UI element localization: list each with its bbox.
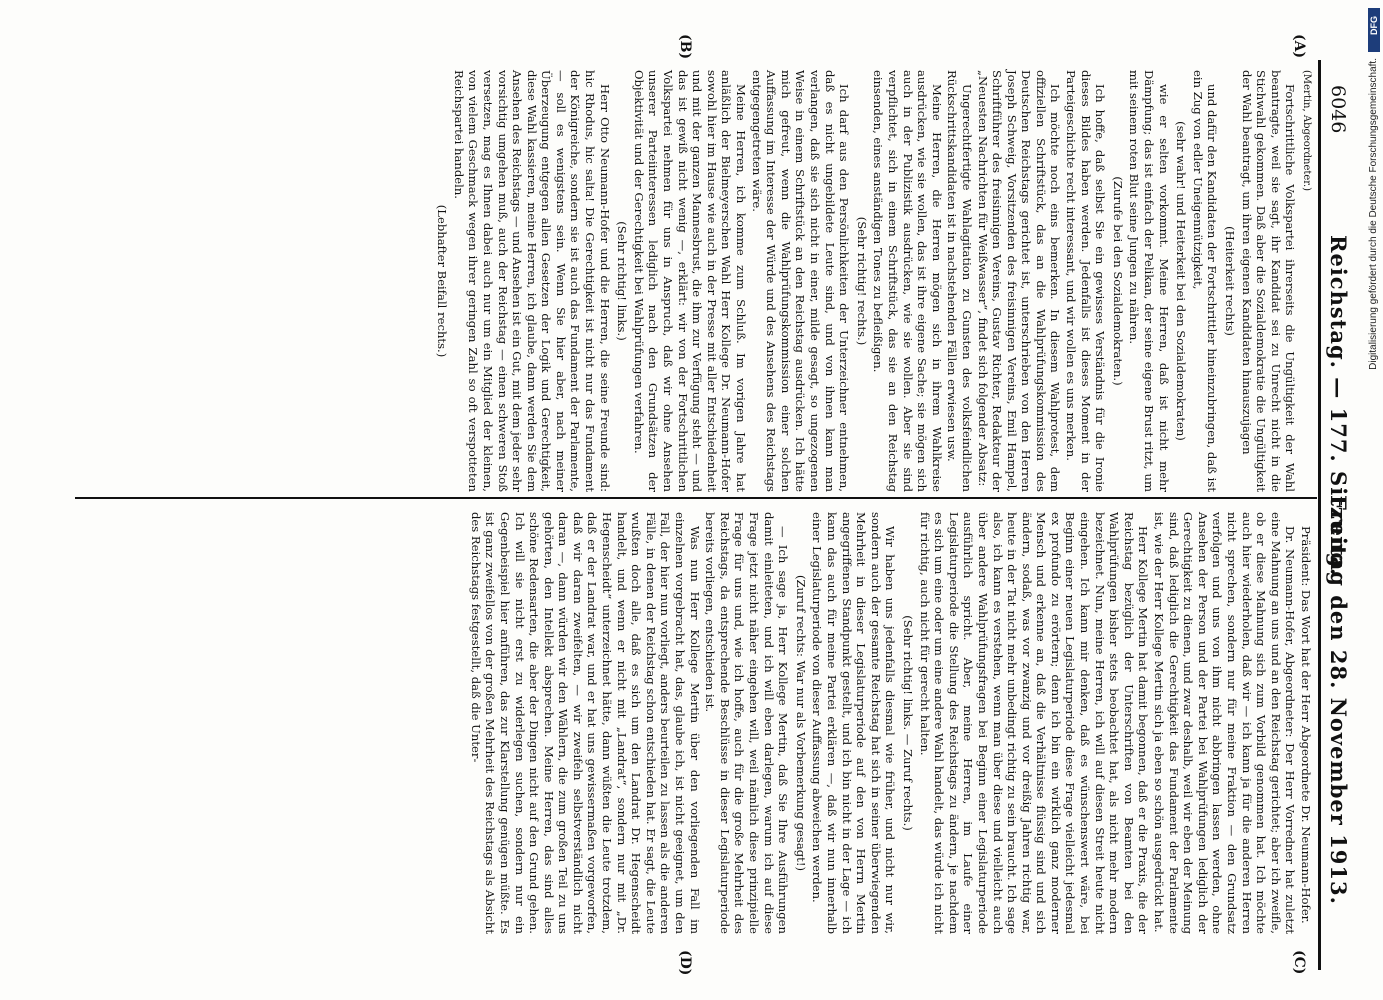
paragraph: Fortschrittliche Volkspartei ihrerseits die Ungültigkeit der Wahl beantragte, weil sie sagt, ihr Kandidat sei zu Unrecht nicht in die Stichwahl gekommen. Daß aber die Sozialdemokratie die Ungültigkeit der Wahl beantragt, um ihren eigenen Kandidaten hinauszujagen: [1239, 70, 1298, 492]
paragraph: — Ich sage ja, Herr Kollege Mertin, daß Sie Ihre Ausführungen damit einleiteten, und ich will eben darlegen, warum ich auf diese Frage jetzt nicht näher eingehen will, weil nämlich diese prinzipielle Frage für uns und, wie ich hoffe, auch für die große Mehrheit des Reichstags, da entsprechende Beschlüsse in dieser Legislaturperiode bereits vorliegen, entschieden ist.: [703, 512, 791, 934]
margin-marker-b: (B): [677, 34, 693, 60]
paragraph: Wir haben uns jedenfalls diesmal wie früher, und nicht nur wir, sondern auch der gesamte Reichstag hat sich in seiner überwiegenden Mehrheit in dieser Legislaturperiode auf den von Herrn Mertin angegriffenen Standpunkt gestellt, und ich bin nicht in der Lage — ich kann das auch für meine Partei erklären —, daß wir nun innerhalb einer Legislaturperiode von dieser Auffassung abweichen werden.: [810, 512, 898, 934]
paragraph: wie er selten vorkommt. Meine Herren, daß ist nicht mehr Dämpfung; das ist einfach der Pelikan, der seine eigene Brust ritzt, um mit seinem roten Blut seine Jungen zu nähren.: [1127, 70, 1171, 492]
dfg-logo: [1368, 8, 1380, 52]
paragraph: Ich darf aus den Persönlichkeiten der Unterzeichner entnehmen, daß es nicht ungebildete Leute sind, und von ihnen kann man verlangen, daß sie sich nicht in einer, milde gesagt, so ungezogenen Weise in einem Schriftstück an den Reichstag ausdrücken. Ich hätte mich gefreut, wenn die Wahlprüfungskommission einer solchen Auffassung im Interesse der Würde und des Ansehens des Reichstags entgegengetreten wäre.: [749, 70, 852, 492]
dfg-logo-text: DFG: [1369, 16, 1379, 35]
right-column: [467, 512, 1313, 934]
interjection: (sehr wahr! und Heiterkeit bei den Sozialdemokraten): [1174, 121, 1189, 441]
interjection: (Zuruf rechts: War nur als Vorbemerkung gesagt!): [793, 574, 808, 872]
interjection: (Sehr richtig! rechts.): [854, 216, 869, 346]
interjection: (Zurufe bei den Sozialdemokraten.): [1110, 176, 1125, 386]
left-column: [432, 70, 1313, 492]
paragraph: Ich hoffe, daß selbst Sie ein gewisses Verständnis für die Ironie dieses Bildes haben werden. Jedenfalls ist dieses Moment in der Parteigeschichte recht interessant, und wir wollen es uns merken.: [1064, 70, 1108, 492]
paragraph: Was nun Herr Kollege Mertin über den vorliegenden Fall im einzelnen vorgebracht hat, das, glaube ich, ist nicht geeignet, um den Fall, der hier nun vorliegt, anders beurteilen zu lassen als die anderen Fälle, in denen der Reichstag schon entschieden hat. Er sagt, die Leute wußten doch alle, daß es sich um den Landrat Dr. Hegenscheidt handelt, und wenn er nicht mit „Landrat“, sondern nur mit „Dr. Hegenscheidt“ unterzeichnet hätte, dann wüßten die Leute trotzdem, daß er der Landrat war, und er hat uns gewissermaßen vorgeworfen, daß wir daran zweifelten, — wir zweifeln selbstverständlich nicht daran —, dann würden wir den Wählern, die zum großen Teil zu uns gehörten, den Intellekt absprechen. Meine Herren, das sind alles schöne Redensarten, die aber der Dingen nicht auf den Grund gehen. Ich will sie nicht erst zu widerlegen suchen, sondern nur ein Gegenbeispiel hier anführen, das zur Klarstellung genügen müßte. Es ist ganz zweifellos von der großen Mehrheit des Reichstags als Absicht des Reichstags festgestellt, daß die Unter-: [468, 512, 702, 934]
paragraph: Präsident: Das Wort hat der Herr Abgeordnete Dr. Neumann-Hofer.: [1299, 526, 1313, 924]
margin-marker-a: (A): [1291, 34, 1307, 59]
page-number: 6046: [1327, 85, 1349, 134]
paragraph: Ich möchte noch eins bemerken. In diesem Wahlprotest, dem offiziellen Schriftstück, das an die Wahlprüfungskommission des Deutschen Reichstags gerichtet ist, unterschrieben von den Herren Joseph Schweig, Vorsitzenden des freisinnigen Vereins, Emil Hampel, Schriftführer des freisinnigen Vereins, Gustav Richter, Redakteur der „Neuesten Nachrichten für Weißwasser“, findet sich folgender Absatz:: [975, 70, 1063, 492]
session-title: Reichstag. — 177. Sitzung.: [1326, 235, 1351, 577]
interjection: (Sehr richtig! links. — Zuruf rechts.): [900, 615, 915, 831]
paragraph: und dafür den Kandidaten der Fortschrittler hineinzubringen, daß ist ein Zug von edler Uneigennützigkeit,: [1190, 70, 1220, 492]
paragraph: Meine Herren, ich komme zum Schluß. Im vorigen Jahre hat anläßlich der Bielmeyerschen Wahl Herr Kollege Dr. Neumann-Hofer sowohl hier im Hause wie auch in der Presse mit aller Entschiedenheit und mit der ganzen Mannesbrust, die ihm zur Verfügung steht — und das ist gewiß nicht wenig —, erklärt: wir von der Fortschrittlichen Volkspartei nehmen für uns in Anspruch, daß wir ohne Ansehen unserer Parteiinteressen lediglich nach den Grundsätzen der Objektivität und der Gerechtigkeit bei Wahlprüfungen verfahren.: [631, 70, 749, 492]
interjection: (Heiterkeit rechts): [1223, 226, 1238, 336]
margin-marker-d: (D): [677, 950, 693, 976]
column-divider: [75, 497, 1317, 499]
paragraph: Herr Otto Neumann-Hofer und die Herren, die seine Freunde sind: hic Rhodus, hic salta! Die Gerechtigkeit ist nicht nur das Fundament der Königreiche, sondern sie ist auch das Fundament der Parlamente, — soll es wenigstens sein. Wenn Sie hier aber, nach meiner Überzeugung entgegen allen Gesetzen der Logik und Gerechtigkeit, diese Wahl kassieren, meine Herren, ich glaube, dann werden Sie dem Ansehen des Reichstags — und Ansehen ist ein Gut, mit dem jeder sehr vorsichtig umgehen muß, auch der Reichstag — einen schweren Stoß versetzen, mag es Ihnen dabei auch nur um ein Mitglied der kleinen, von vielem Geschmack wegen ihrer geringen Zahl so oft verspotteten Reichspartei handeln.: [451, 70, 612, 492]
digitization-note: Digitalisierung gefördert durch die Deutsche Forschungsgemeinschaft.: [1368, 58, 1379, 370]
paragraph: Ungerechtfertigte Wahlagitation zu Gunsten des volksfeindlichen Rückschrittskandidaten ist in nachstehenden Fällen erwiesen usw.: [945, 70, 974, 492]
interjection: (Sehr richtig! links.): [615, 221, 630, 341]
session-date: Freitag den 28. November 1913.: [1326, 495, 1351, 905]
paragraph: Herr Kollege Mertin hat damit begonnen, daß er die Praxis, die der Reichstag bezüglich der Unterschriften von Beamten bei den Wahlprüfungen bisher stets beobachtet hat, als nicht mehr modern bezeichnet. Nun, meine Herren, ich will auf diesen Streit heute nicht eingehen. Ich kann mir denken, daß es wünschenswert wäre, bei Beginn einer neuen Legislaturperiode diese Frage vielleicht jedesmal ex profundo zu erörtern; denn ich bin ein wirklich ganz moderner Mensch und erkenne an, daß die Verhältnisse flüssig sind und sich ändern, sodaß, was vor zwanzig und vor dreißig Jahren richtig war, heute in der Tat nicht mehr unbedingt richtig zu sein braucht. Ich sage also, ich kann es verstehen, wenn man über diese und vielleicht auch über andere Wahlprüfungsfragen bei Beginn einer Legislaturperiode ausführlich spricht. Aber, meine Herren, im Laufe einer Legislaturperiode die Stellung des Reichstags zu ändern, je nachdem es sich um eine oder um eine andere Wahl handelt, das würde ich nicht für richtig, auch nicht für gerecht halten.: [917, 512, 1151, 934]
paragraph: Meine Herren, die Herren mögen sich in ihrem Wahlkreise ausdrücken, wie sie wollen, das ist ihre eigene Sache; sie mögen sich auch in der Publizistik ausdrücken, wie sie wollen. Aber sie sind verpflichtet, sich in einem Schriftstück, das sie an den Reichstag einsenden, eines anständigen Tones zu befleißigen.: [871, 70, 944, 492]
speaker-note: (Mertin, Abgeordneter.): [1301, 70, 1312, 192]
margin-marker-c: (C): [1291, 950, 1307, 975]
digitization-note-wrap: [1368, 58, 1380, 778]
interjection: (Lebhafter Beifall rechts.): [435, 204, 450, 358]
header-rule: [1318, 60, 1321, 970]
page-header: [1321, 55, 1355, 970]
paragraph: Dr. Neumann-Hofer, Abgeordneter: Der Herr Vorredner hat zuletzt eine Mahnung an uns und an den Reichstag gerichtet; aber ich zweifle, ob er diese Mahnung sich zum Vorbild genommen hat. Ich möchte auch hier wiederholen, daß wir — ich kann ja für die anderen Herren nicht sprechen, sondern nur für meine Fraktion — den Grundsatz verfolgen und uns von ihm nicht abbringen lassen werden, ohne Ansehen der Person und der Partei bei Wahlprüfungen lediglich der Gerechtigkeit zu dienen, und zwar deshalb, weil wir eben der Meinung sind, daß lediglich die Gerechtigkeit das Fundament der Parlamente ist, wie der Herr Kollege Mertin sich ja eben so schön ausgedrückt hat.: [1152, 512, 1298, 934]
